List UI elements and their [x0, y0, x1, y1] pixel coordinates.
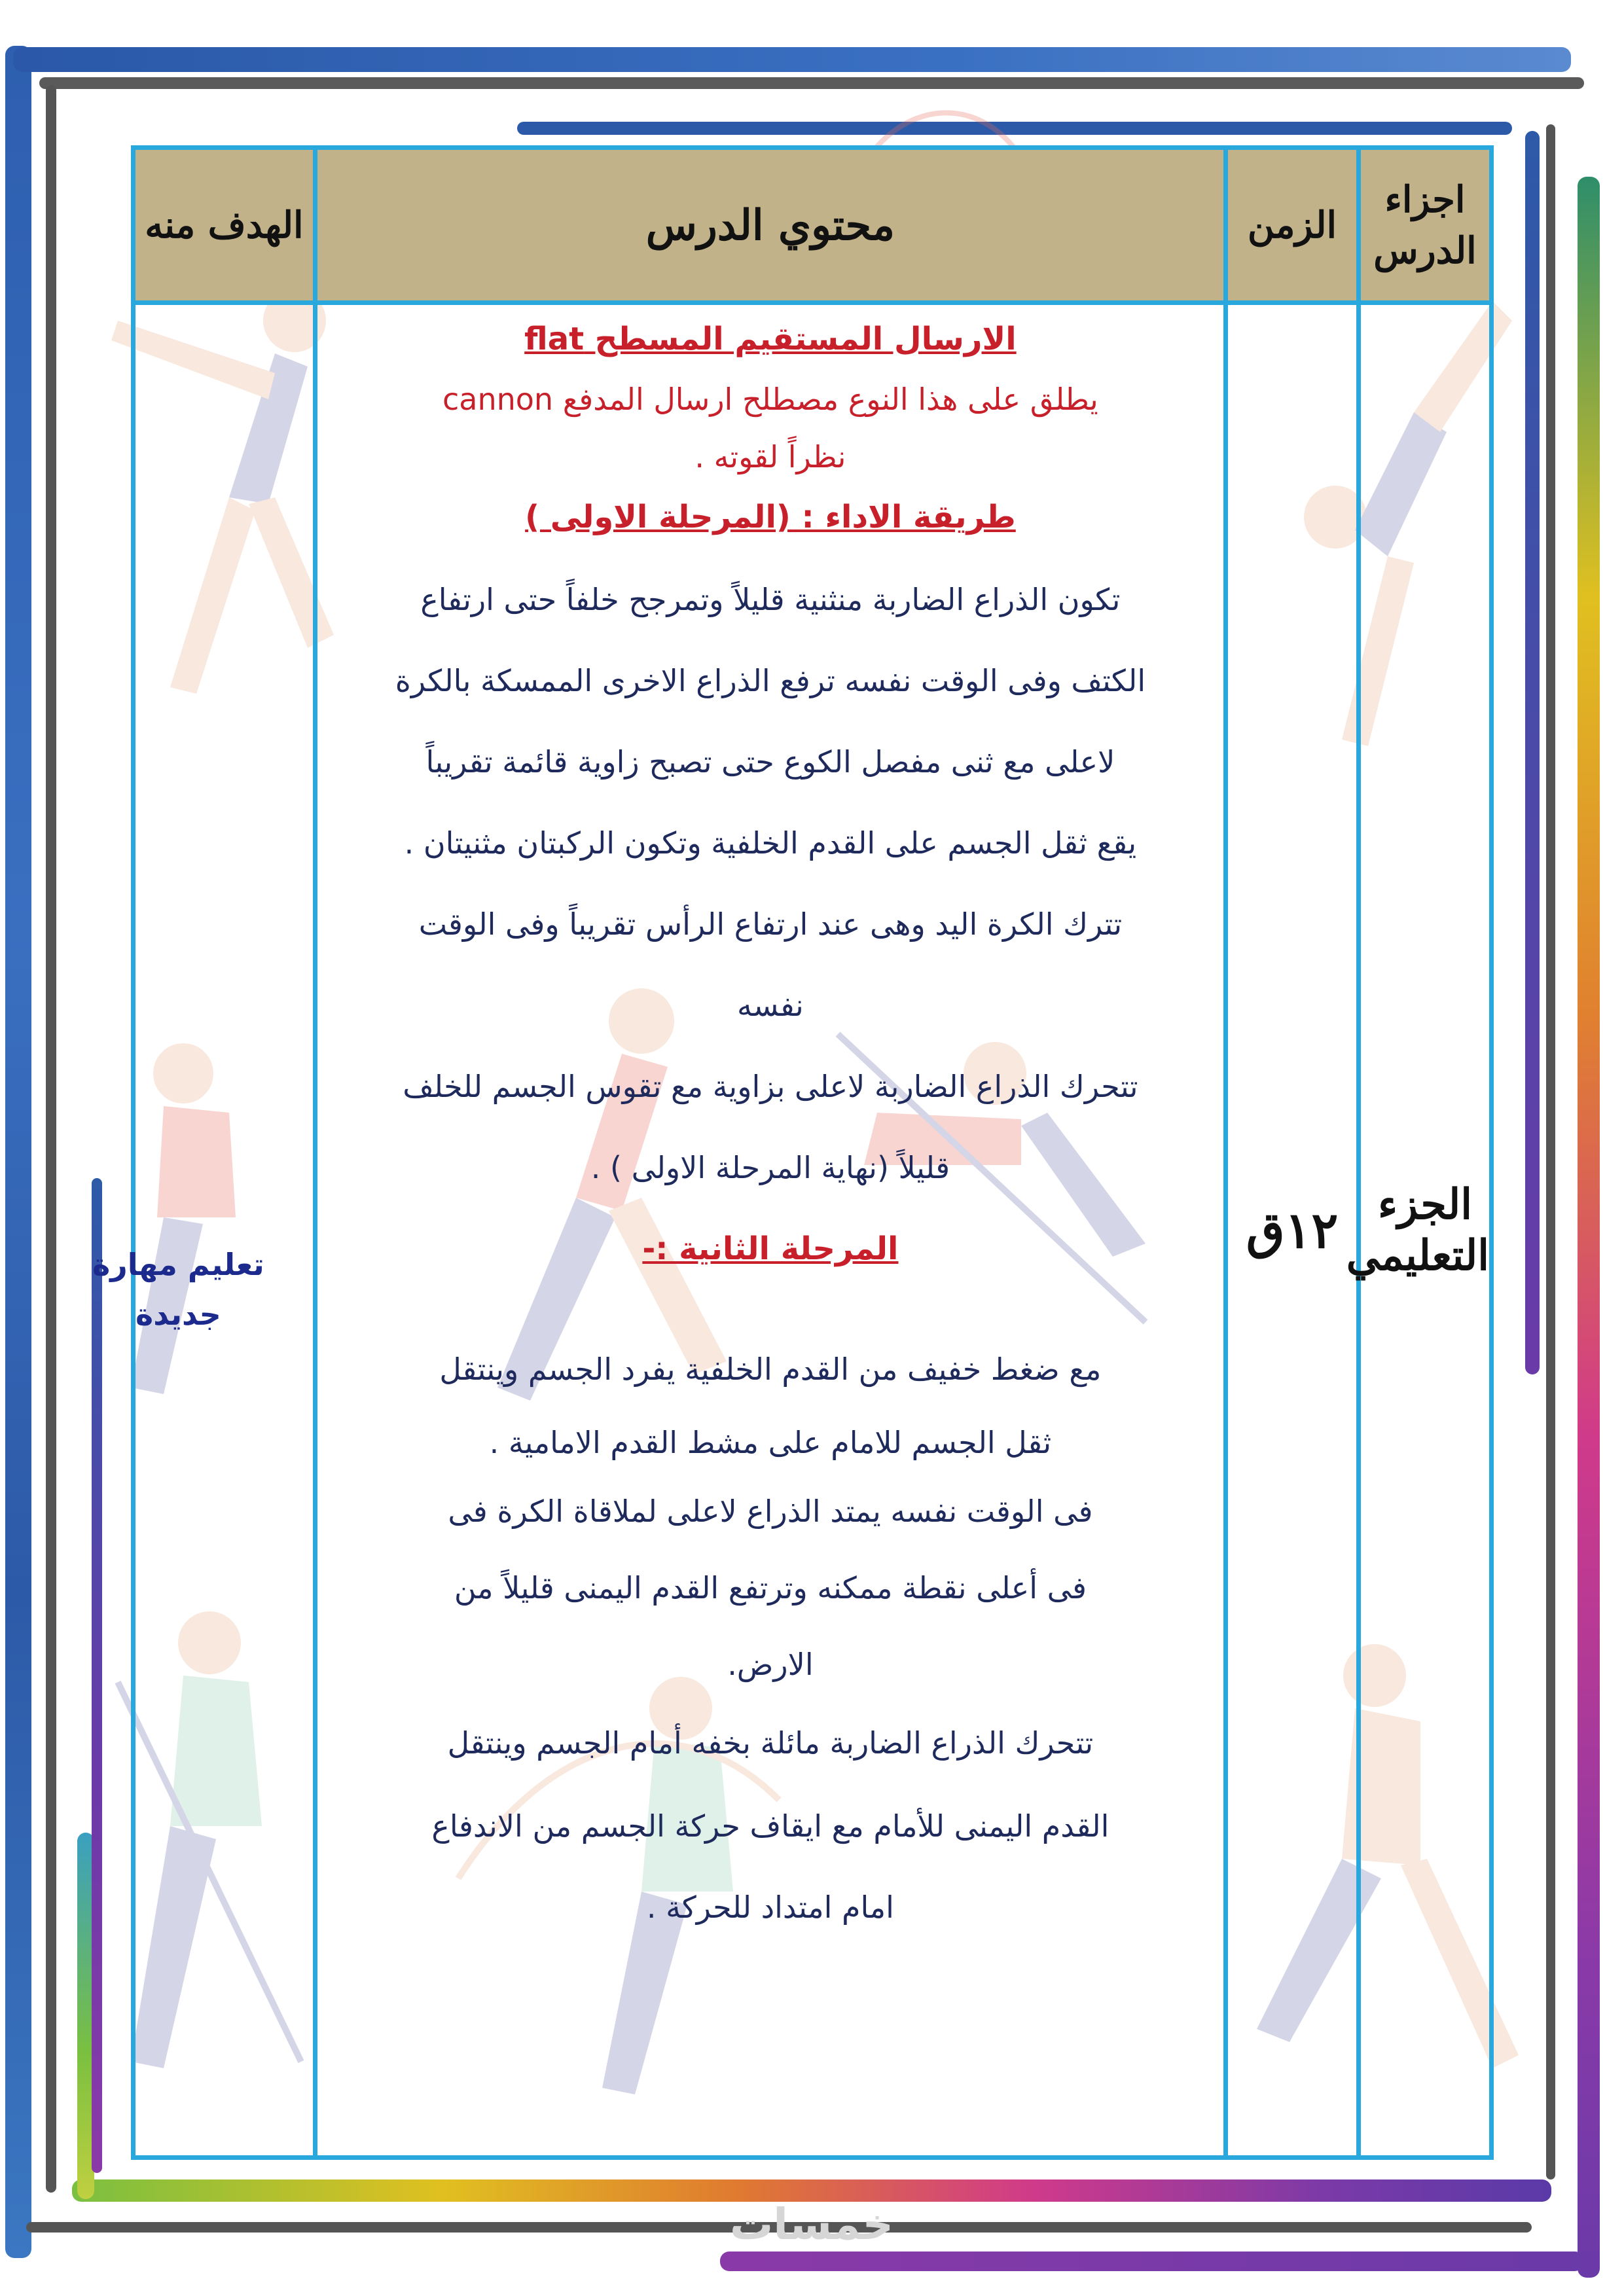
phase2-line: فى الوقت نفسه يمتد الذراع لاعلى لملاقاة الكرة فى	[448, 1494, 1093, 1529]
lesson-plan-table	[92, 145, 1494, 2160]
phase1-line: لاعلى مع ثنى مفصل الكوع حتى تصبح زاوية قائمة تقريباً	[425, 744, 1115, 780]
lesson-part-label: الجزء التعليمي	[1346, 1179, 1489, 1280]
header-lesson-content: محتوي الدرس	[315, 148, 1225, 303]
phase2-line: الارض.	[727, 1647, 814, 1682]
table-row	[134, 303, 1492, 2158]
method-title: طريقة الاداء : (المرحلة الاولى )	[525, 499, 1016, 535]
cell-time	[1226, 303, 1359, 2158]
phase2-line: فى أعلى نقطة ممكنه وترتفع القدم اليمنى قليلاً من	[454, 1570, 1087, 1605]
header-goal: الهدف منه	[134, 148, 316, 303]
frame-stroke-blue-right-inner	[1525, 131, 1540, 1374]
frame-stroke-blue-left	[5, 46, 31, 2258]
intro-line: يطلق على هذا النوع مصطلح ارسال المدفع cannon	[442, 382, 1098, 417]
frame-stroke-rainbow-bottom	[72, 2179, 1551, 2202]
frame-stroke-rainbow-right	[1578, 177, 1600, 2278]
phase1-line: الكتف وفى الوقت نفسه ترفع الذراع الاخرى الممسكة بالكرة	[395, 663, 1146, 698]
phase1-line: نفسه	[737, 988, 804, 1023]
time-value: ١٢ق	[1246, 1201, 1339, 1259]
phase2-line: ثقل الجسم للامام على مشط القدم الامامية .	[489, 1425, 1052, 1460]
cell-lesson-content	[315, 303, 1225, 2158]
skill-title: الارسال المستقيم المسطح flat	[524, 321, 1017, 357]
phase2-line: مع ضغط خفيف من القدم الخلفية يفرد الجسم وينتقل	[439, 1352, 1102, 1387]
cell-goal	[92, 303, 316, 2158]
cell-lesson-part	[1346, 303, 1492, 2158]
goal-text: تعليم مهارة جديدة	[92, 1246, 264, 1332]
phase2-line: امام امتداد للحركة .	[646, 1890, 894, 1925]
phase1-line: تكون الذراع الضاربة منثنية قليلاً وتمرجح خلفاً حتى ارتفاع	[420, 582, 1121, 617]
phase2-title: المرحلة الثانية :-	[642, 1230, 899, 1267]
table-header-row	[134, 148, 1492, 303]
phase2-line: تتحرك الذراع الضاربة مائلة بخفه أمام الجسم وينتقل	[447, 1725, 1094, 1761]
phase1-line: قليلاً (نهاية المرحلة الاولى ) .	[590, 1150, 950, 1185]
frame-stroke-gray-left	[46, 85, 56, 2193]
watermark: خمسات	[729, 2199, 894, 2250]
phase1-line: تترك الكرة اليد وهى عند ارتفاع الرأس تقريباً وفى الوقت	[418, 906, 1123, 942]
intro-line: نظراً لقوته .	[695, 439, 846, 475]
frame-stroke-purple-bottom	[720, 2251, 1584, 2271]
frame-stroke-gray-top	[39, 77, 1584, 89]
phase2-line: القدم اليمنى للأمام مع ايقاف حركة الجسم من الاندفاع	[431, 1808, 1110, 1844]
header-time: الزمن	[1226, 148, 1359, 303]
phase1-line: تتحرك الذراع الضاربة لاعلى بزاوية مع تقوس الجسم للخلف	[403, 1069, 1138, 1104]
header-lesson-parts: اجزاء الدرس	[1359, 148, 1492, 303]
frame-stroke-blue-top	[13, 47, 1571, 72]
frame-stroke-gray-right	[1546, 124, 1555, 2179]
phase1-line: يقع ثقل الجسم على القدم الخلفية وتكون الركبتان مثنيتان .	[404, 825, 1137, 861]
